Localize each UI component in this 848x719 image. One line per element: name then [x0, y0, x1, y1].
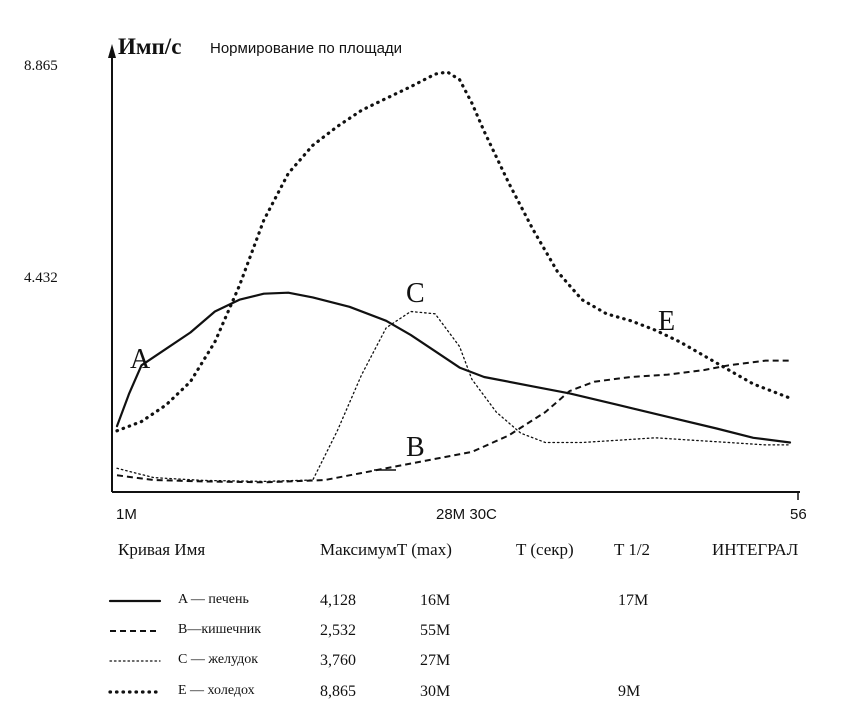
table-cell-tmax: 30M: [420, 683, 451, 700]
table-cell-thalf: 17M: [618, 592, 649, 609]
table-cell-name: C — желудок: [178, 652, 259, 667]
table-cell-name: E — холедох: [178, 683, 255, 698]
curve-label-a: A: [130, 344, 151, 375]
y-tick-label-max: 8.865: [24, 58, 58, 74]
table-cell-thalf: 9M: [618, 683, 641, 700]
table-header-integral: ИНТЕГРАЛ: [712, 540, 799, 559]
table-cell-max: 8,865: [320, 683, 356, 700]
table-cell-name: B—кишечник: [178, 622, 262, 637]
table-cell-tmax: 55M: [420, 622, 451, 639]
x-tick-label-end: 56: [790, 506, 807, 523]
y-axis-unit: Имп/с: [118, 34, 182, 59]
y-tick-label-mid: 4.432: [24, 270, 58, 286]
curve-label-c: C: [406, 278, 425, 309]
table-header-max: МаксимумT (max): [320, 540, 452, 559]
x-tick-label-start: 1M: [116, 506, 137, 523]
table-header-t-sec: T (секр): [516, 540, 574, 559]
curve-label-b: B: [406, 432, 425, 463]
series-line-e: [117, 72, 790, 431]
table-cell-max: 4,128: [320, 592, 356, 609]
table-cell-max: 3,760: [320, 652, 356, 669]
y-axis-arrow: [108, 44, 116, 58]
table-cell-tmax: 27M: [420, 652, 451, 669]
chart-title: Нормирование по площади: [210, 40, 403, 57]
table-cell-max: 2,532: [320, 622, 356, 639]
curve-label-e: E: [658, 306, 676, 337]
table-header-t-half: T 1/2: [614, 540, 651, 559]
x-tick-label-mid: 28M 30C: [436, 506, 497, 523]
table-cell-name: A — печень: [178, 592, 249, 607]
table-cell-tmax: 16M: [420, 592, 451, 609]
table-header-curve-name: Кривая Имя: [118, 540, 206, 559]
series-line-a: [117, 293, 790, 443]
